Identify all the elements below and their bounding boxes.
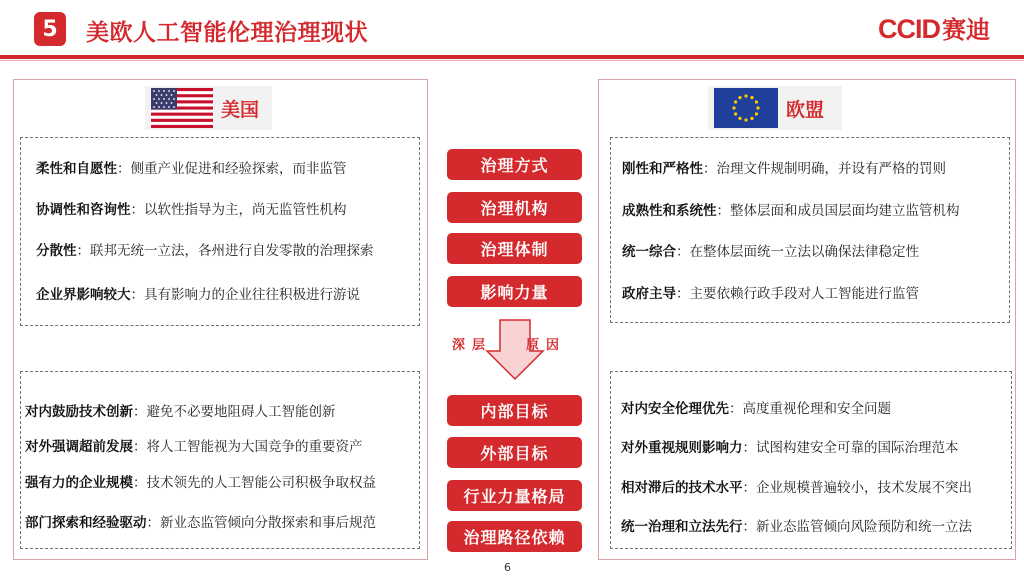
eu-feature-item: 刚性和严格性：治理文件规制明确，并设有严格的罚则 xyxy=(622,161,946,177)
us-feature-item: 分散性：联邦无统一立法，各州进行自发零散的治理探索 xyxy=(36,243,374,259)
eu-feature-item: 政府主导：主要依赖行政手段对人工智能进行监管 xyxy=(622,286,919,302)
page-number: 6 xyxy=(504,561,511,574)
eu-flag-icon xyxy=(714,88,778,128)
us-cause-item: 对内鼓励技术创新：避免不必要地阻碍人工智能创新 xyxy=(25,404,336,420)
us-cause-item: 部门探索和经验驱动：新业态监管倾向分散探索和事后规范 xyxy=(25,515,376,531)
reason-tag: 行业力量格局 xyxy=(447,480,582,511)
reason-tag: 外部目标 xyxy=(447,437,582,468)
dimension-tag: 影响力量 xyxy=(447,276,582,307)
us-feature-item: 协调性和咨询性：以软性指导为主，尚无监管性机构 xyxy=(36,202,347,218)
eu-heading xyxy=(708,86,842,130)
dimension-tag: 治理机构 xyxy=(447,192,582,223)
eu-name: 欧盟 xyxy=(786,98,825,121)
us-feature-item: 企业界影响较大：具有影响力的企业往往积极进行游说 xyxy=(36,287,360,303)
header-divider-thin xyxy=(0,60,1024,61)
logo-latin: CCID xyxy=(878,14,940,44)
us-name: 美国 xyxy=(221,98,260,121)
deep-cause-label-left: 深层 xyxy=(452,338,493,353)
reason-tag: 内部目标 xyxy=(447,395,582,426)
ccid-logo xyxy=(878,10,1018,46)
us-cause-item: 强有力的企业规模：技术领先的人工智能公司积极争取权益 xyxy=(25,475,376,491)
eu-feature-item: 成熟性和系统性：整体层面和成员国层面均建立监管机构 xyxy=(622,203,960,219)
eu-cause-item: 统一治理和立法先行：新业态监管倾向风险预防和统一立法 xyxy=(621,519,972,535)
us-cause-item: 对外强调超前发展：将人工智能视为大国竞争的重要资产 xyxy=(25,439,363,455)
header-divider xyxy=(0,55,1024,59)
dimension-tag: 治理体制 xyxy=(447,233,582,264)
logo-cn: 赛迪 xyxy=(942,16,990,44)
eu-feature-item: 统一综合：在整体层面统一立法以确保法律稳定性 xyxy=(622,244,919,260)
eu-cause-item: 对外重视规则影响力：试图构建安全可靠的国际治理范本 xyxy=(621,440,959,456)
section-number-badge: 5 xyxy=(34,12,66,46)
us-heading xyxy=(145,86,272,130)
eu-cause-item: 对内安全伦理优先：高度重视伦理和安全问题 xyxy=(621,401,891,417)
reason-tag: 治理路径依赖 xyxy=(447,521,582,552)
us-feature-item: 柔性和自愿性：侧重产业促进和经验探索，而非监管 xyxy=(36,161,347,177)
dimension-tag: 治理方式 xyxy=(447,149,582,180)
us-flag-icon xyxy=(151,88,213,128)
deep-cause-label-right: 原因 xyxy=(526,338,567,353)
eu-cause-item: 相对滞后的技术水平：企业规模普遍较小，技术发展不突出 xyxy=(621,480,972,496)
page-title: 美欧人工智能伦理治理现状 xyxy=(86,20,368,46)
